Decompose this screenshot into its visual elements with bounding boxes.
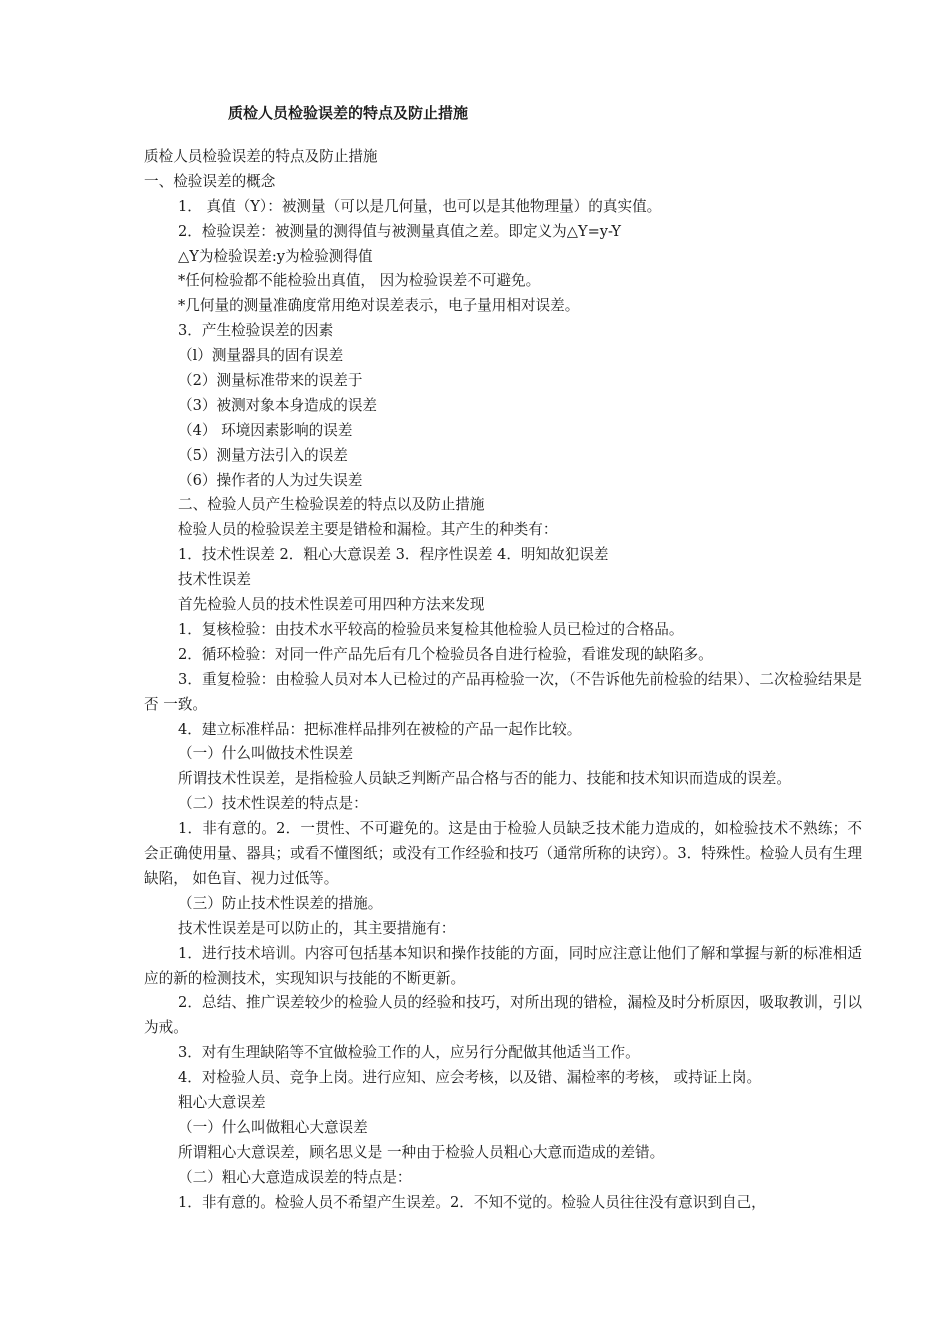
- paragraph-line: （5）测量方法引入的误差: [178, 446, 348, 464]
- paragraph-line: 1．非有意的。检验人员不希望产生误差。2．不知不觉的。检验人员往往没有意识到自己，: [178, 1193, 766, 1211]
- document-body: [144, 145, 862, 1215]
- paragraph-line: 1．非有意的。2．一贯性、不可避免的。这是由于检验人员缺乏技术能力造成的，如检验技术不熟练；不会正确使用量、器具；或看不懂图纸；或没有工作经验和技巧（通常所称的诀窍）。3．特殊性。检验人员有生理缺陷， 如色盲、视力过低等。: [144, 820, 862, 887]
- paragraph-line: （4） 环境因素影响的误差: [178, 421, 353, 439]
- paragraph-line: 质检人员检验误差的特点及防止措施: [144, 148, 378, 165]
- paragraph-line: （2）测量标准带来的误差于: [178, 372, 363, 390]
- paragraph-line: （3）被测对象本身造成的误差: [178, 396, 378, 414]
- paragraph-line: 2．循环检验：对同一件产品先后有几个检验员各自进行检验，看谁发现的缺陷多。: [178, 645, 713, 663]
- paragraph-line: （6）操作者的人为过失误差: [178, 471, 363, 489]
- paragraph-line: （一）什么叫做技术性误差: [178, 745, 354, 763]
- paragraph-line: 3．对有生理缺陷等不宜做检验工作的人，应另行分配做其他适当工作。: [178, 1044, 640, 1062]
- paragraph-line: 粗心大意误差: [178, 1094, 266, 1111]
- paragraph-line: 一、检验误差的概念: [144, 172, 276, 190]
- paragraph-line: 所谓技术性误差，是指检验人员缺乏判断产品合格与否的能力、技能和技术知识而造成的误差。: [178, 770, 791, 788]
- paragraph-line: （l）测量器具的固有误差: [178, 347, 344, 365]
- paragraph-line: 1． 真值（Y）：被测量（可以是几何量，也可以是其他物理量）的真实值。: [178, 197, 662, 215]
- paragraph-line: 二、检验人员产生检验误差的特点以及防止措施: [178, 496, 485, 514]
- paragraph-line: 检验人员的检验误差主要是错检和漏检。其产生的种类有：: [178, 521, 558, 539]
- paragraph-line: 1．进行技术培训。内容可包括基本知识和操作技能的方面，同时应注意让他们了解和掌握与新的标准相适应的新的检测技术，实现知识与技能的不断更新。: [144, 944, 862, 987]
- paragraph-line: 所谓粗心大意误差，顾名思义是 一种由于检验人员粗心大意而造成的差错。: [178, 1143, 665, 1161]
- paragraph-line: 4．对检验人员、竞争上岗。进行应知、应会考核，以及错、漏检率的考核， 或持证上岗。: [178, 1069, 762, 1087]
- paragraph-line: 2．检验误差：被测量的测得值与被测量真值之差。即定义为△Y=y-Y: [178, 222, 622, 240]
- paragraph-line: △Y为检验误差:y为检验测得值: [178, 247, 373, 265]
- paragraph-line: 4．建立标准样品：把标准样品排列在被检的产品一起作比较。: [178, 720, 582, 738]
- paragraph-line: 3．产生检验误差的因素: [178, 322, 334, 340]
- paragraph-line: 首先检验人员的技术性误差可用四种方法来发现: [178, 596, 485, 614]
- paragraph-line: 技术性误差是可以防止的，其主要措施有：: [178, 919, 456, 937]
- paragraph-line: （一）什么叫做粗心大意误差: [178, 1118, 368, 1136]
- paragraph-line: （二）技术性误差的特点是：: [178, 795, 368, 813]
- paragraph-line: （三）防止技术性误差的措施。: [178, 894, 383, 912]
- paragraph-line: （二）粗心大意造成误差的特点是：: [178, 1168, 412, 1186]
- paragraph-line: 1．技术性误差 2．粗心大意误差 3．程序性误差 4．明知故犯误差: [178, 546, 609, 564]
- paragraph-line: *几何量的测量准确度常用绝对误差表示，电子量用相对误差。: [178, 297, 580, 315]
- document-title: 质检人员检验误差的特点及防止措施: [228, 104, 469, 122]
- paragraph-line: 2．总结、推广误差较少的检验人员的经验和技巧，对所出现的错检，漏检及时分析原因，吸取教训，引以为戒。: [144, 994, 862, 1037]
- paragraph-line: *任何检验都不能检验出真值， 因为检验误差不可避免。: [178, 272, 541, 290]
- paragraph-line: 1．复核检验：由技术水平较高的检验员来复检其他检验人员已检过的合格品。: [178, 620, 684, 638]
- paragraph-line: 技术性误差: [178, 571, 251, 589]
- paragraph-line: 3．重复检验：由检验人员对本人已检过的产品再检验一次，（不告诉他先前检验的结果）、二次检验结果是否 一致。: [144, 670, 862, 713]
